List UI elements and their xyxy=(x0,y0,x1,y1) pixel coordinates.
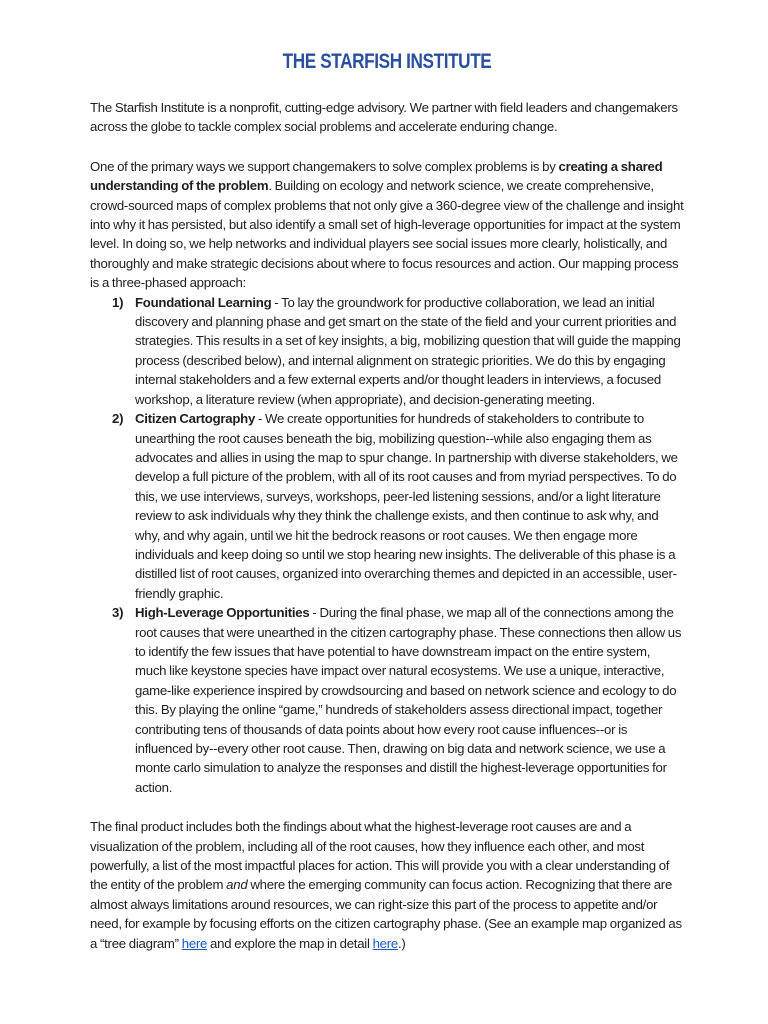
list-number: 1) xyxy=(112,294,124,310)
approach-paragraph xyxy=(90,157,684,293)
list-number: 2) xyxy=(112,411,124,427)
phase-name: Citizen Cartography xyxy=(135,411,256,427)
final-text-2: where the emerging community can focus action. Recognizing that there are almost always limitations around resources, we can right-size this part of the process to appetite and/or need, for example by focusing efforts on the citizen cartography phase. (See an example map organized as a “tree diagram” xyxy=(90,877,682,951)
phase-name: High-Leverage Opportunities xyxy=(135,605,310,621)
approach-text-end: . Building on ecology and network science, we create comprehensive, crowd-sourced maps of complex problems that not only give a 360-degree view of the challenge and insight into why it has persisted, but also identify a small set of high-leverage opportunities for impact at the system level. In doing so, we help networks and individual players see social issues more clearly, holistically, and thoroughly and make strategic decisions about where to focus resources and action. Our mapping process is a three-phased approach: xyxy=(90,178,684,291)
phase-text: - To lay the groundwork for productive collaboration, we lead an initial discovery and planning phase and get smart on the state of the field and your current priorities and strategies. This results in a set of key insights, a big, mobilizing question that will guide the mapping process (described below), and internal alignment on strategic priorities. We do this by engaging internal stakeholders and a few external experts and/or thought leaders in interviews, a focused workshop, a literature review (when appropriate), and decision-generating meeting. xyxy=(135,294,681,407)
approach-bold-phrase: creating a shared understanding of the problem xyxy=(90,158,663,194)
list-item xyxy=(90,603,684,797)
map-detail-link[interactable]: here xyxy=(372,935,398,951)
phase-name: Foundational Learning xyxy=(135,294,272,310)
final-text-3: and explore the map in detail xyxy=(207,935,373,951)
page-title: THE STARFISH INSTITUTE xyxy=(282,50,492,73)
tree-diagram-link[interactable]: here xyxy=(181,935,208,951)
final-text-4: .) xyxy=(397,935,406,951)
final-text-1: The final product includes both the findings about what the highest-leverage root causes are and a visualization of the problem, including all of the root causes, how they influence each other, and most powerfully, a list of the most impactful places for action. This will provide you with a clear understanding of the entity of the problem xyxy=(90,819,670,893)
final-italic: and xyxy=(226,877,248,893)
list-item xyxy=(90,409,684,603)
phases-list xyxy=(90,293,684,798)
phase-text: - During the final phase, we map all of the connections among the root causes that were unearthed in the citizen cartography phase. These connections then allow us to identify the few issues that have potential to have downstream impact on the entire system, much like keystone species have impact over natural ecosystems. We use a unique, interactive, game-like experience inspired by crowdsourcing and based on network science and ecology to do this. By playing the online “game,” hundreds of stakeholders assess directional impact, together contributing tens of thousands of data points about how every root cause influences--or is influenced by--every other root cause. Then, drawing on big data and network science, we use a monte carlo simulation to analyze the responses and distill the highest-leverage opportunities for action. xyxy=(135,605,682,795)
phase-text: - We create opportunities for hundreds of stakeholders to contribute to unearthing the root causes beneath the big, mobilizing question--while also engaging them as advocates and allies in using the map to spur change. In partnership with diverse stakeholders, we develop a full picture of the problem, with all of its root causes and from myriad perspectives. To do this, we use interviews, surveys, workshops, peer-led listening sessions, and/or a light literature review to ask individuals why they think the challenge exists, and then continue to ask why, and why, and why again, until we hit the bedrock reasons or root causes. We then engage more individuals and keep doing so until we stop hearing new insights. The deliverable of this phase is a distilled list of root causes, organized into overarching themes and depicted in an accessible, user-friendly graphic. xyxy=(135,411,678,601)
list-item xyxy=(90,293,684,409)
intro-paragraph: The Starfish Institute is a nonprofit, cutting-edge advisory. We partner with field leaders and changemakers across the globe to tackle complex social problems and accelerate enduring change. xyxy=(90,100,678,135)
final-paragraph xyxy=(90,817,684,953)
list-number: 3) xyxy=(112,605,124,621)
approach-text-start: One of the primary ways we support changemakers to solve complex problems is by xyxy=(90,158,559,174)
